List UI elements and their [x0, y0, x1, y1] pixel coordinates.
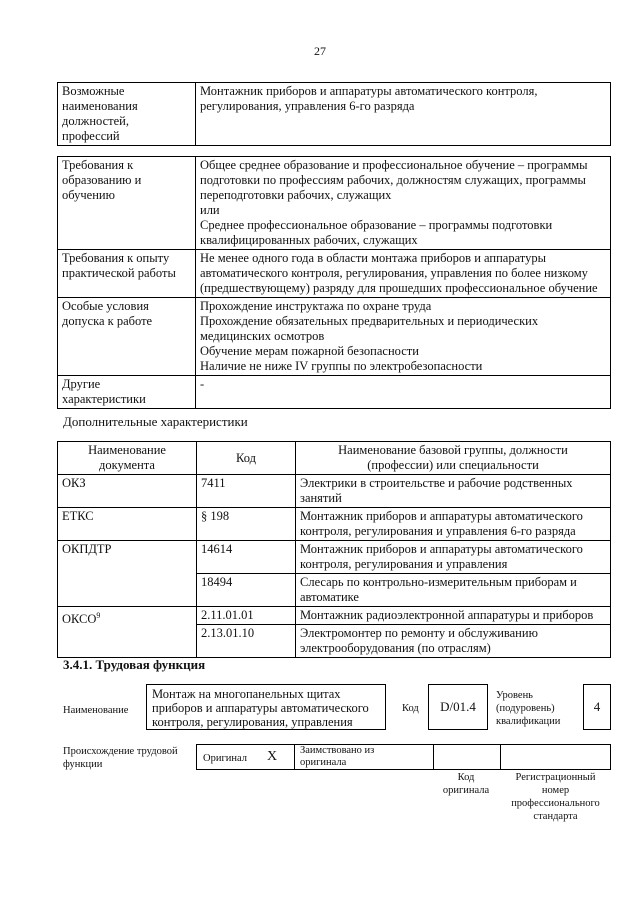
experience-value: Не менее одного года в области монтажа приборов и аппаратуры автоматического контроля, регулирования, управления по более низкому (предшествующему) разряду для прошедших профессиональное обучение [196, 250, 611, 298]
row-code: 18494 [197, 574, 296, 607]
row-code: § 198 [197, 508, 296, 541]
origin-box [196, 744, 611, 770]
possible-titles-value: Монтажник приборов и аппаратуры автоматического контроля, регулирования, управления 6-го разряда [196, 83, 611, 146]
other-value: - [196, 376, 611, 409]
qualification-level-box: 4 [583, 684, 611, 730]
row-name: Электромонтер по ремонту и обслуживанию электрооборудования (по отраслям) [296, 625, 611, 658]
original-mark: X [267, 749, 278, 764]
additional-table [57, 441, 611, 658]
table-row [58, 298, 611, 376]
footnote-marker: 9 [96, 611, 101, 620]
function-code-box: D/01.4 [428, 684, 488, 730]
table-row [58, 508, 611, 541]
possible-titles-label: Возможные наименования должностей, профессий [58, 83, 196, 146]
registration-number-caption: Регистрационный номер профессионального стандарта [511, 772, 600, 822]
row-name: Электрики в строительстве и рабочие родственных занятий [296, 475, 611, 508]
possible-titles-table [57, 82, 611, 146]
row-doc: ЕТКС [58, 508, 197, 541]
header-name: Наименование базовой группы, должности (профессии) или специальности [296, 442, 611, 475]
borrowed-label: Заимствовано из оригинала [300, 745, 375, 768]
additional-title: Дополнительные характеристики [63, 414, 248, 429]
requirements-table [57, 156, 611, 409]
row-name: Монтажник радиоэлектронной аппаратуры и приборов [296, 607, 611, 625]
section-title: 3.4.1. Трудовая функция [63, 657, 206, 672]
origin-label: Происхождение трудовой функции [63, 746, 178, 770]
table-row [58, 475, 611, 508]
header-code: Код [197, 442, 296, 475]
page-number: 27 [314, 44, 326, 58]
row-code: 7411 [197, 475, 296, 508]
qualification-level-label: Уровень (подуровень) квалификации [496, 690, 561, 727]
admission-value: Прохождение инструктажа по охране труда Прохождение обязательных предварительных и периодических медицинских осмотров Обучение мерам пожарной безопасности Наличие не ниже IV группы по электробезопасности [196, 298, 611, 376]
row-name: Монтажник приборов и аппаратуры автоматического контроля, регулирования и управления [296, 541, 611, 574]
table-row [58, 250, 611, 298]
other-label: Другие характеристики [58, 376, 196, 409]
experience-label: Требования к опыту практической работы [58, 250, 196, 298]
row-doc: ОКСО$^9$ [58, 607, 197, 658]
table-row [58, 607, 611, 625]
row-code: 2.13.01.10 [197, 625, 296, 658]
row-code: 14614 [197, 541, 296, 574]
row-code: 2.11.01.01 [197, 607, 296, 625]
row-name: Слесарь по контрольно-измерительным приборам и автоматике [296, 574, 611, 607]
original-label: Оригинал [203, 753, 247, 764]
row-name: Монтажник приборов и аппаратуры автоматического контроля, регулирования и управления 6-го разряда [296, 508, 611, 541]
table-row [58, 541, 611, 574]
table-row [58, 376, 611, 409]
row-doc: ОКЗ [58, 475, 197, 508]
header-document: Наименование документа [58, 442, 197, 475]
education-value: Общее среднее образование и профессиональное обучение – программы подготовки по профессиям рабочих, должностям служащих, программы переподготовки рабочих, служащих или Среднее профессиональное образование – программы подготовки квалифицированных рабочих, служащих [196, 157, 611, 250]
table-header-row [58, 442, 611, 475]
admission-label: Особые условия допуска к работе [58, 298, 196, 376]
table-row [58, 157, 611, 250]
row-doc: ОКПДТР [58, 541, 197, 607]
code-original-caption: Код оригинала [442, 772, 490, 796]
function-name-box: Монтаж на многопанельных щитах приборов и аппаратуры автоматического контроля, регулирования, управления [146, 684, 386, 730]
function-name-label: Наименование [63, 705, 129, 716]
function-code-label: Код [402, 703, 419, 714]
education-label: Требования к образованию и обучению [58, 157, 196, 250]
